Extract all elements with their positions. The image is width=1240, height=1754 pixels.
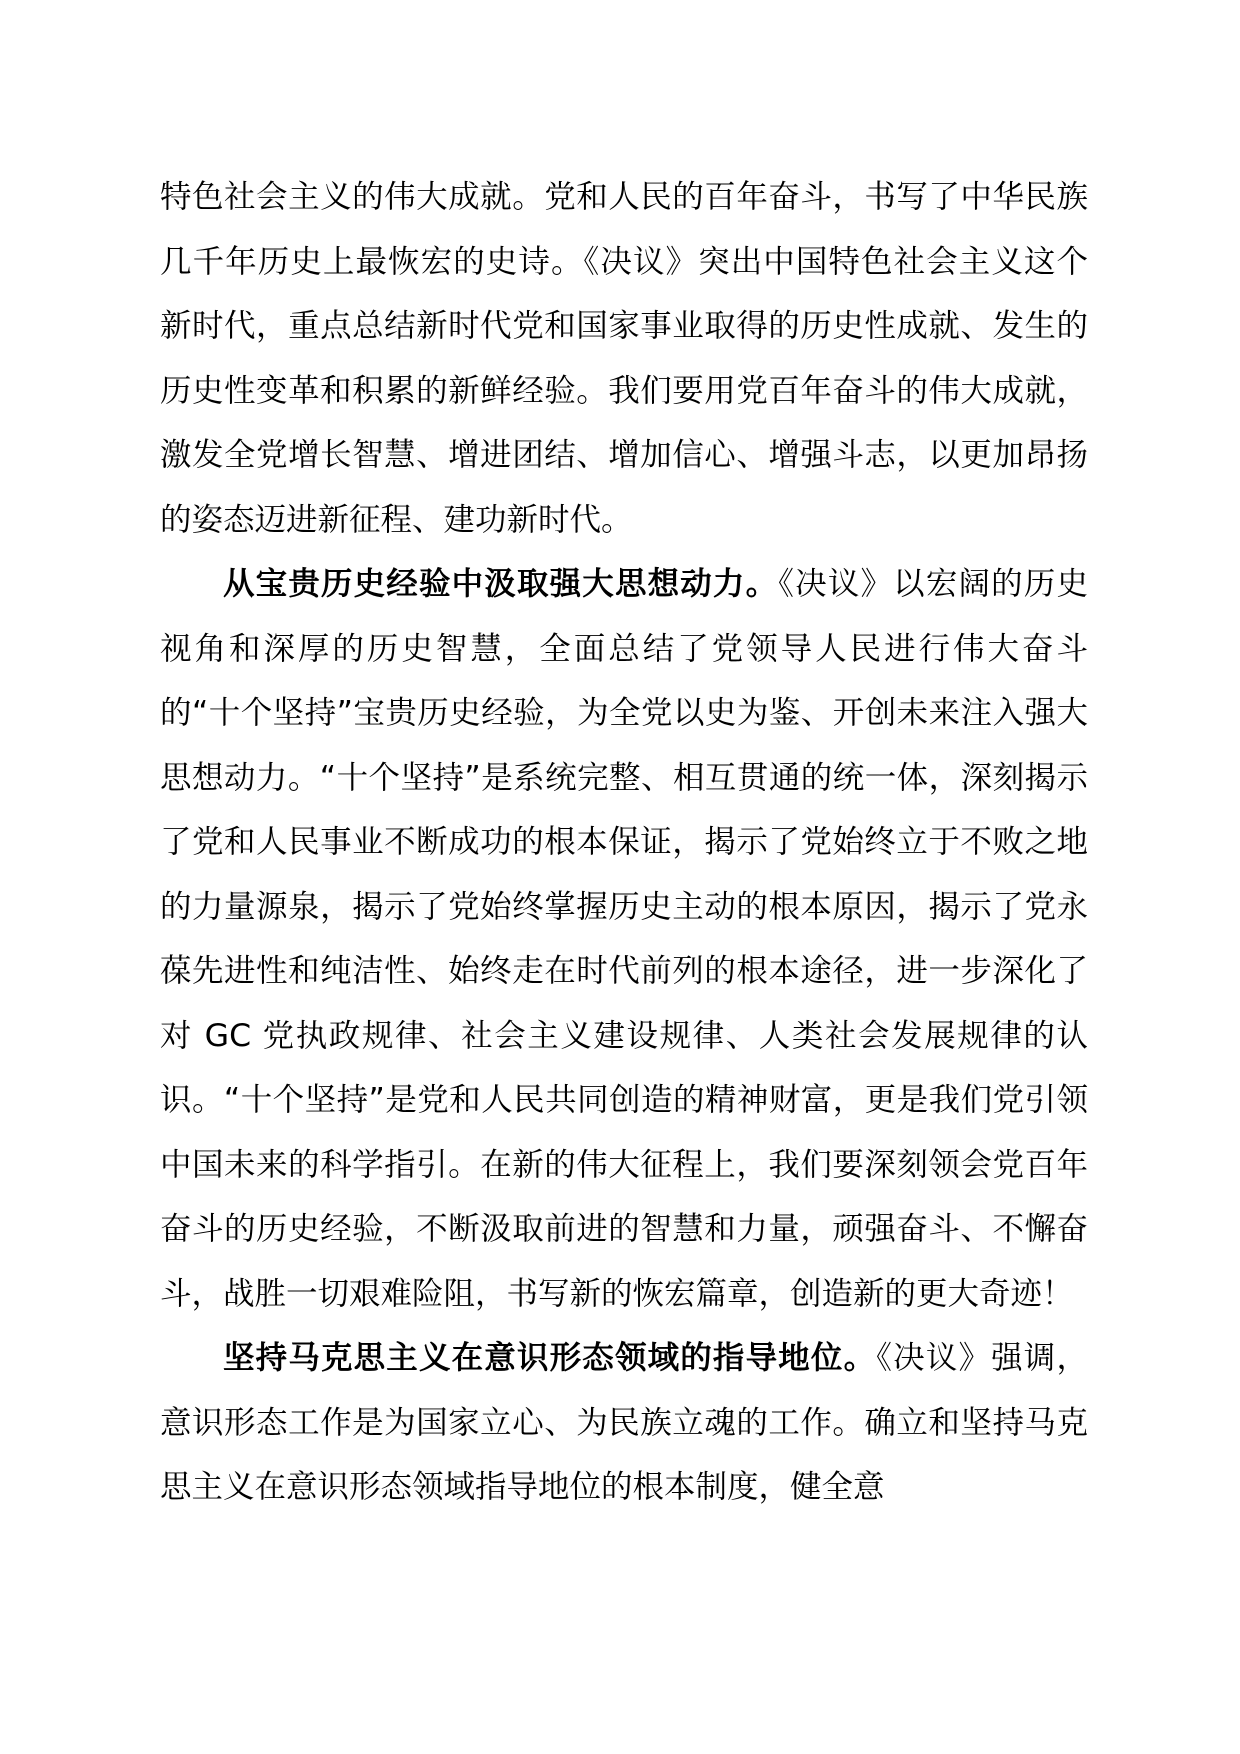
paragraph-2-heading: 从宝贵历史经验中汲取强大思想动力。 (223, 566, 779, 602)
paragraph-1-body: 特色社会主义的伟大成就。党和人民的百年奋斗，书写了中华民族几千年历史上最恢宏的史诗。《决议》突出中国特色社会主义这个新时代，重点总结新时代党和国家事业取得的历史性成就、发生的历史性变革和积累的新鲜经验。我们要用党百年奋斗的伟大成就，激发全党增长智慧、增进团结、增加信心、增强斗志，以更加昂扬的姿态迈进新征程、建功新时代。 (160, 179, 1088, 538)
paragraph-3-heading: 坚持马克思主义在意识形态领域的指导地位。 (223, 1340, 877, 1376)
paragraph-1 (160, 165, 1088, 552)
paragraph-3-body: 《决议》强调，意识形态工作是为国家立心、为民族立魂的工作。确立和坚持马克思主义在意识形态领域指导地位的根本制度，健全意 (160, 1340, 1088, 1505)
paragraph-2 (160, 552, 1088, 1326)
document-page (160, 165, 1088, 1520)
paragraph-2-body: 《决议》以宏阔的历史视角和深厚的历史智慧，全面总结了党领导人民进行伟大奋斗的“十个坚持”宝贵历史经验，为全党以史为鉴、开创未来注入强大思想动力。“十个坚持”是系统完整、相互贯通的统一体，深刻揭示了党和人民事业不断成功的根本保证，揭示了党始终立于不败之地的力量源泉，揭示了党始终掌握历史主动的根本原因，揭示了党永葆先进性和纯洁性、始终走在时代前列的根本途径，进一步深化了对 GC 党执政规律、社会主义建设规律、人类社会发展规律的认识。“十个坚持”是党和人民共同创造的精神财富，更是我们党引领中国未来的科学指引。在新的伟大征程上，我们要深刻领会党百年奋斗的历史经验，不断汲取前进的智慧和力量，顽强奋斗、不懈奋斗，战胜一切艰难险阻，书写新的恢宏篇章，创造新的更大奇迹！ (160, 566, 1088, 1312)
paragraph-3 (160, 1326, 1088, 1520)
